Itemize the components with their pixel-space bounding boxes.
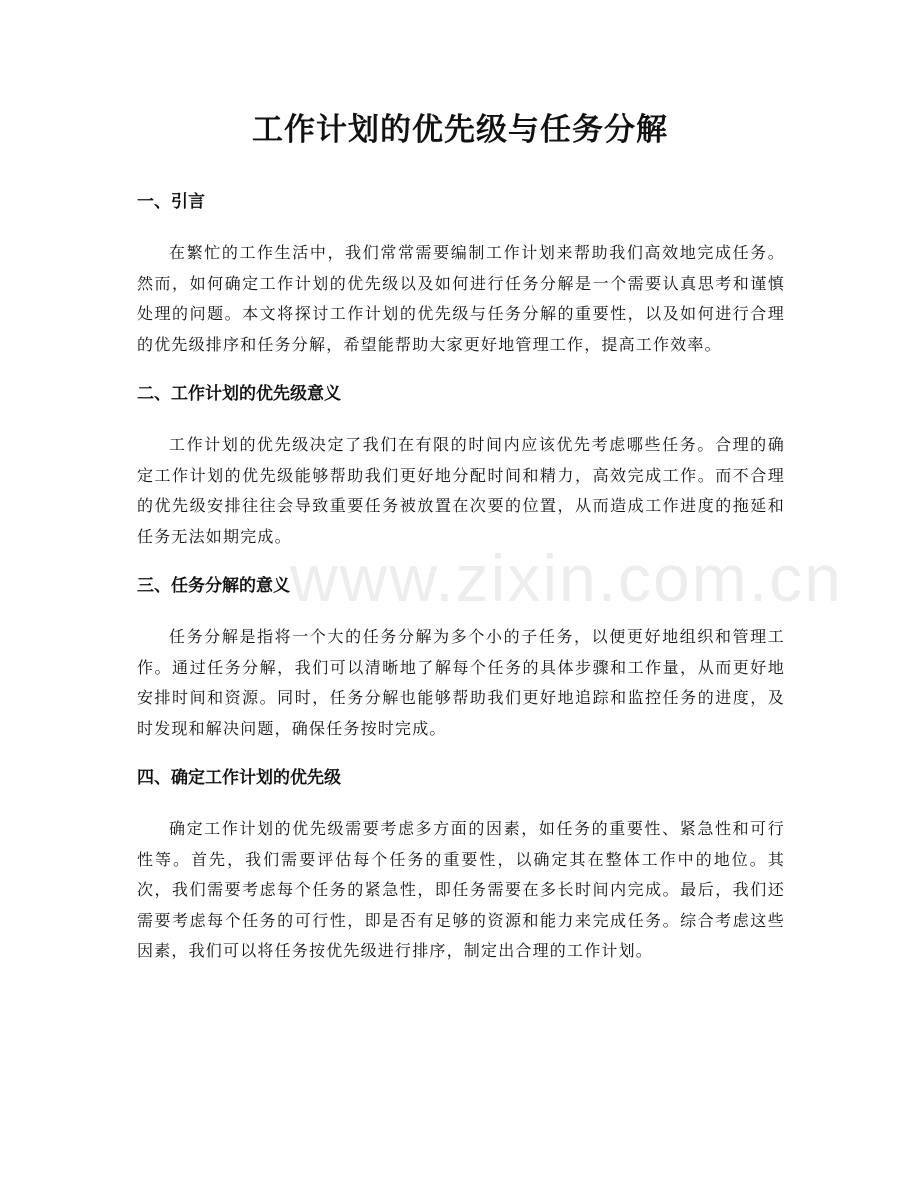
section-heading: 四、确定工作计划的优先级 [137, 768, 341, 788]
section-paragraph: 任务分解是指将一个大的任务分解为多个小的子任务，以便更好地组织和管理工作。通过任务分解，我们可以清晰地了解每个任务的具体步骤和工作量，从而更好地安排时间和资源。同时，任务分解也能够帮助我们更好地追踪和监控任务的进度，及时发现和解决问题，确保任务按时完成。 [137, 627, 785, 738]
section-task-decomposition [137, 568, 785, 744]
section-heading: 一、引言 [137, 192, 205, 212]
section-priority-meaning [137, 376, 785, 552]
section-paragraph: 在繁忙的工作生活中，我们常常需要编制工作计划来帮助我们高效地完成任务。然而，如何确定工作计划的优先级以及如何进行任务分解是一个需要认真思考和谨慎处理的问题。本文将探讨工作计划的优先级与任务分解的重要性，以及如何进行合理的优先级排序和任务分解，希望能帮助大家更好地管理工作，提高工作效率。 [137, 243, 785, 354]
section-paragraph: 确定工作计划的优先级需要考虑多方面的因素，如任务的重要性、紧急性和可行性等。首先，我们需要评估每个任务的重要性，以确定其在整体工作中的地位。其次，我们需要考虑每个任务的紧急性，即任务需要在多长时间内完成。最后，我们还需要考虑每个任务的可行性，即是否有足够的资源和能力来完成任务。综合考虑这些因素，我们可以将任务按优先级进行排序，制定出合理的工作计划。 [137, 819, 785, 960]
document-body [137, 184, 785, 983]
section-heading: 三、任务分解的意义 [137, 576, 290, 596]
section-determine-priority [137, 760, 785, 967]
section-introduction [137, 184, 785, 360]
document-title: 工作计划的优先级与任务分解 [252, 112, 668, 148]
watermark: www.zixin.com.cn [290, 541, 843, 615]
section-heading: 二、工作计划的优先级意义 [137, 384, 341, 404]
section-paragraph: 工作计划的优先级决定了我们在有限的时间内应该优先考虑哪些任务。合理的确定工作计划的优先级能够帮助我们更好地分配时间和精力，高效完成工作。而不合理的优先级安排往往会导致重要任务被放置在次要的位置，从而造成工作进度的拖延和任务无法如期完成。 [137, 435, 785, 546]
